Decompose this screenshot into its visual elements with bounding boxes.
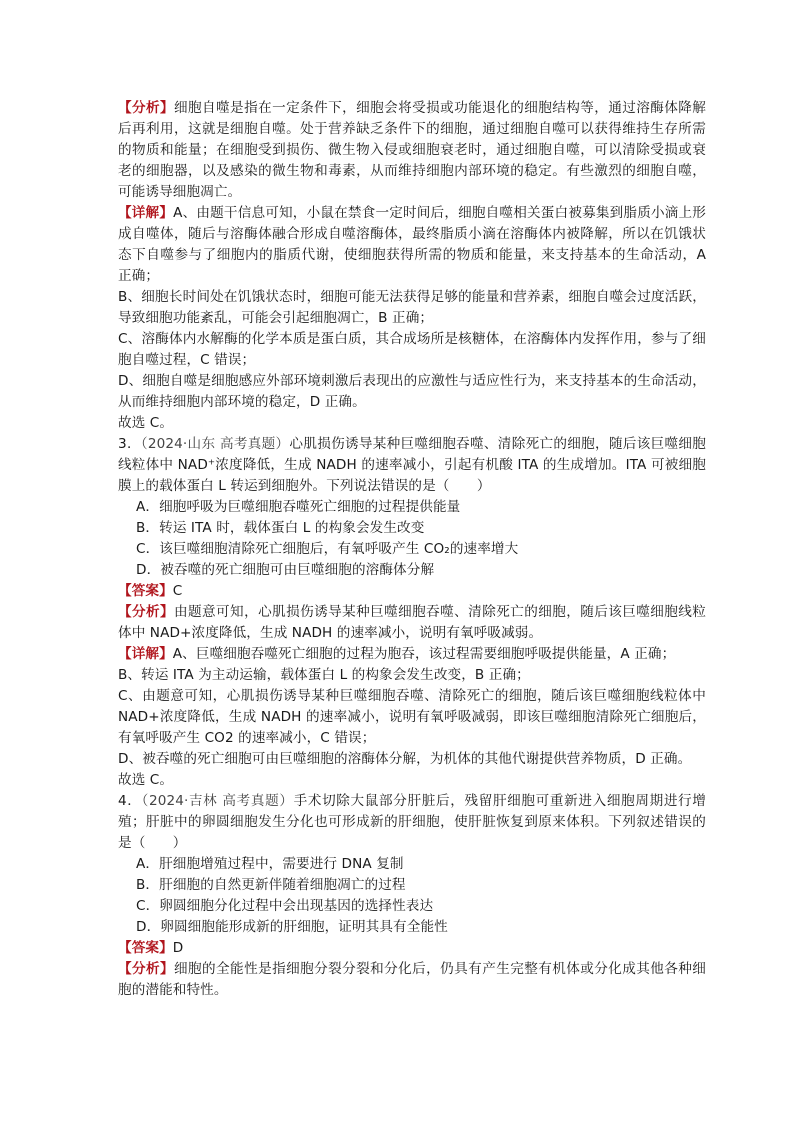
q3-detail-d: D、被吞噬的死亡细胞可由巨噬细胞的溶酶体分解，为机体的其他代谢提供营养物质，D 正确。 [118,751,692,767]
block1-detail-c: C、溶酶体内水解酶的化学本质是蛋白质，其合成场所是核糖体，在溶酶体内发挥作用，参与了细胞自噬过程，C 错误； [118,331,706,368]
block1-detail-d: D、细胞自噬是细胞感应外部环境刺激后表现出的应激性与适应性行为，来支持基本的生命活动，从而维持细胞内部环境的稳定，D 正确。 [118,373,706,410]
q3-analysis [118,602,706,644]
q3-choose: 故选 C。 [118,772,174,788]
q4-option-a: A．肝细胞增殖过程中，需要进行 DNA 复制 [136,856,404,872]
q4-analysis [118,959,706,1001]
block1-analysis-text: 细胞自噬是指在一定条件下，细胞会将受损或功能退化的细胞结构等，通过溶酶体降解后再利用，这就是细胞自噬。处于营养缺乏条件下的细胞，通过细胞自噬可以获得维持生存所需的物质和能量；在细胞受到损伤、微生物入侵或细胞衰老时，通过细胞自噬，可以清除受损或衰老的细胞器，以及感染的微生物和毒素，从而维持细胞内部环境的稳定。有些激烈的细胞自噬，可能诱导细胞凋亡。 [118,100,706,200]
q4-option-b: B．肝细胞的自然更新伴随着细胞凋亡的过程 [136,877,406,893]
q3-option-a: A．细胞呼吸为巨噬细胞吞噬死亡细胞的过程提供能量 [136,499,461,515]
block1-detail-a [118,203,706,287]
q3-source: （2024·山东 高考真题） [140,436,290,452]
q3-option-c: C．该巨噬细胞清除死亡细胞后，有氧呼吸产生 CO₂的速率增大 [136,541,519,557]
answer-tag: 【答案】 [118,940,173,956]
block1-analysis [118,98,706,203]
analysis-tag: 【分析】 [118,604,175,620]
q3-answer [118,581,706,602]
analysis-tag: 【分析】 [118,961,175,977]
detail-a-text: A、由题干信息可知，小鼠在禁食一定时间后，细胞自噬相关蛋白被募集到脂质小滴上形成自噬体，随后与溶酶体融合形成自噬溶酶体，最终脂质小滴在溶酶体内被降解，所以在饥饿状态下自噬参与了细胞内的脂质代谢，使细胞获得所需的物质和能量，来支持基本的生命活动，A 正确； [118,205,706,284]
block1-choose: 故选 C。 [118,415,174,431]
q3-stem [118,434,706,497]
answer-tag: 【答案】 [118,583,173,599]
q4-option-d: D．卵圆细胞能形成新的肝细胞，证明其具有全能性 [136,919,448,935]
q4-answer-value: D [172,940,184,956]
q4-source: （2024·吉林 高考真题） [141,793,294,809]
block1-detail-b: B、细胞长时间处在饥饿状态时，细胞可能无法获得足够的能量和营养素，细胞自噬会过度活跃，导致细胞功能紊乱，可能会引起细胞凋亡，B 正确； [118,289,706,326]
q3-detail-a-text: A、巨噬细胞吞噬死亡细胞的过程为胞吞，该过程需要细胞呼吸提供能量，A 正确； [172,646,676,662]
q3-stem-text: 心肌损伤诱导某种巨噬细胞吞噬、清除死亡的细胞，随后该巨噬细胞线粒体中 NAD⁺浓度降低，生成 NADH 的速率减小，引起有机酸 ITA 的生成增加。ITA 可被细胞膜上的载体蛋白 L 转运到细胞外。下列说法错误的是（ ） [118,436,706,494]
q3-analysis-text: 由题意可知，心肌损伤诱导某种巨噬细胞吞噬、清除死亡的细胞，随后该巨噬细胞线粒体中 NAD+浓度降低，生成 NADH 的速率减小，说明有氧呼吸减弱。 [118,604,706,641]
q4-stem [118,791,706,854]
detail-tag: 【详解】 [118,646,173,662]
q3-detail-c: C、由题意可知，心肌损伤诱导某种巨噬细胞吞噬、清除死亡的细胞，随后该巨噬细胞线粒体中 NAD+浓度降低，生成 NADH 的速率减小，说明有氧呼吸减弱，即该巨噬细胞清除死亡细胞后，有氧呼吸产生 CO2 的速率减小，C 错误； [118,688,706,746]
analysis-tag: 【分析】 [118,100,175,116]
q3-option-b: B．转运 ITA 时，载体蛋白 L 的构象会发生改变 [136,520,425,536]
q4-stem-text: 手术切除大鼠部分肝脏后，残留肝细胞可重新进入细胞周期进行增殖；肝脏中的卵圆细胞发生分化也可形成新的肝细胞，使肝脏恢复到原来体积。下列叙述错误的是（ ） [118,793,706,851]
detail-tag: 【详解】 [118,205,174,221]
q4-analysis-text: 细胞的全能性是指细胞分裂分裂和分化后，仍具有产生完整有机体或分化成其他各种细胞的潜能和特性。 [118,961,706,998]
q4-number: 4． [118,793,142,809]
q3-number: 3． [118,436,141,452]
q3-option-d: D．被吞噬的死亡细胞可由巨噬细胞的溶酶体分解 [136,562,435,578]
q4-option-c: C．卵圆细胞分化过程中会出现基因的选择性表达 [136,898,434,914]
q3-answer-value: C [172,583,183,599]
q3-detail-a [118,644,706,665]
q3-detail-b: B、转运 ITA 为主动运输，载体蛋白 L 的构象会发生改变，B 正确； [118,667,530,683]
q4-answer [118,938,706,959]
